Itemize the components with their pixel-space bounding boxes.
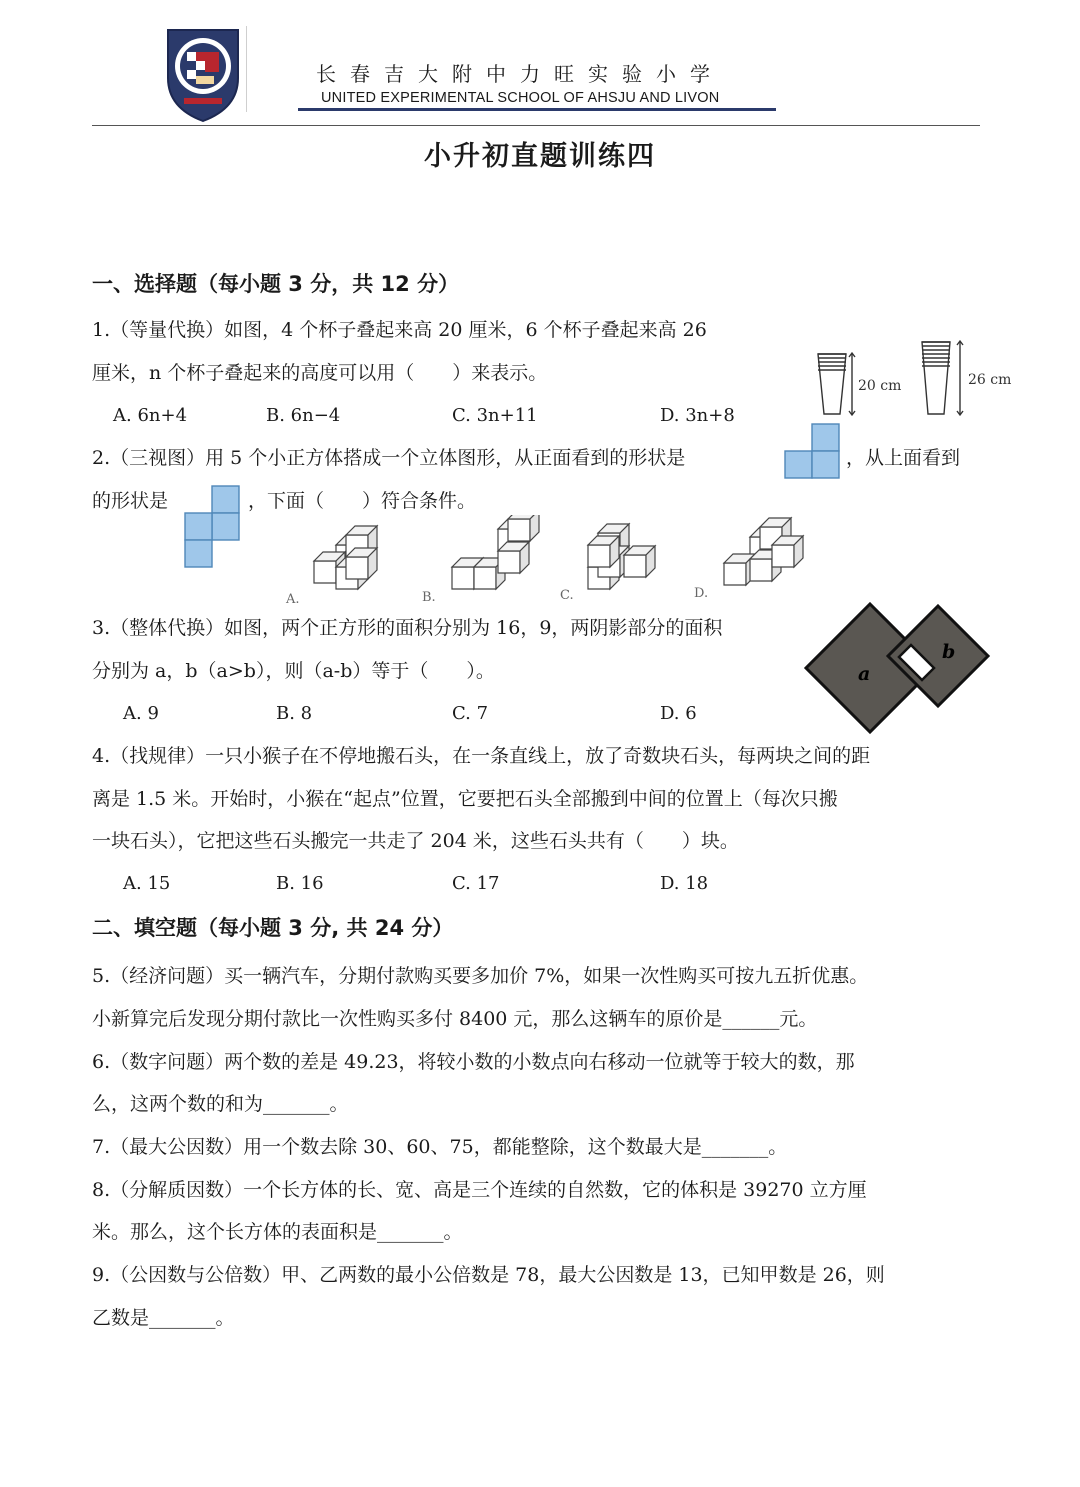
q6-text-line1: 6.（数字问题）两个数的差是 49.23，将较小数的小数点向右移动一位就等于较大的数，那 <box>92 1051 855 1073</box>
school-name-en: UNITED EXPERIMENTAL SCHOOL OF AHSJU AND LIVON <box>321 90 720 106</box>
cup-stack-icon <box>812 338 1024 420</box>
school-name-cn: 长春吉大附中力旺实验小学 <box>316 62 724 86</box>
q1-option-a: A. 6n+4 <box>113 405 188 426</box>
cube-label-c: C. <box>560 588 574 603</box>
section-heading-choice: 一、选择题（每小题 3 分，共 12 分） <box>92 272 460 296</box>
q1-option-c: C. 3n+11 <box>452 405 538 426</box>
q7-text-line1: 7.（最大公因数）用一个数去除 30、60、75，都能整除，这个数最大是_______。 <box>92 1136 788 1158</box>
q3-option-c: C. 7 <box>452 703 489 724</box>
shield-icon <box>162 26 244 124</box>
q1-option-d: D. 3n+8 <box>660 405 735 426</box>
q1-option-b: B. 6n−4 <box>266 405 341 426</box>
q9-text-line2: 乙数是_______。 <box>92 1307 235 1329</box>
q3-option-a: A. 9 <box>123 703 159 724</box>
q4-text-line1: 4.（找规律）一只小猴子在不停地搬石头，在一条直线上，放了奇数块石头，每两块之间的距 <box>92 745 871 767</box>
q3-text-line2: 分别为 a，b（a>b），则（a-b）等于（ ）。 <box>92 660 495 682</box>
q9-text-line1: 9.（公因数与公倍数）甲、乙两数的最小公倍数是 78，最大公因数是 13，已知甲数是 26，则 <box>92 1264 885 1286</box>
cube-label-d: D. <box>694 586 709 601</box>
cube-stack-icon <box>280 515 810 607</box>
front-view-icon <box>783 423 841 479</box>
q4-text-line3: 一块石头），它把这些石头搬完一共走了 204 米，这些石头共有（ ）块。 <box>92 830 739 852</box>
cube-label-b: B. <box>422 590 436 605</box>
q4-option-a: A. 15 <box>123 873 171 894</box>
q2-text-line2b: ，下面（ ）符合条件。 <box>248 490 477 512</box>
q1-text-line2: 厘米，n 个杯子叠起来的高度可以用（ ）来表示。 <box>92 362 548 384</box>
cube-label-a: A. <box>286 592 300 607</box>
cup-stack-figure <box>812 338 1024 420</box>
region-label-b: b <box>942 641 956 663</box>
cube-options-figure <box>280 515 810 607</box>
top-view-icon <box>182 485 242 569</box>
q3-option-b: B. 8 <box>276 703 313 724</box>
page-title: 小升初直题训练四 <box>424 141 656 172</box>
top-view-figure <box>182 485 242 569</box>
section-heading-fill: 二、填空题（每小题 3 分, 共 24 分） <box>92 916 454 940</box>
q1-text-line1: 1.（等量代换）如图，4 个杯子叠起来高 20 厘米，6 个杯子叠起来高 26 <box>92 319 707 341</box>
q8-text-line1: 8.（分解质因数）一个长方体的长、宽、高是三个连续的自然数，它的体积是 39270 立方厘 <box>92 1179 867 1201</box>
cup-label-20cm: 20 cm <box>858 378 902 394</box>
school-logo <box>162 26 244 124</box>
header-rule <box>92 125 980 126</box>
cup-label-26cm: 26 cm <box>968 372 1012 388</box>
squares-figure <box>804 602 994 738</box>
q2-text-line1b: ，从上面看到 <box>846 447 961 469</box>
q3-text-line1: 3.（整体代换）如图，两个正方形的面积分别为 16，9，两阴影部分的面积 <box>92 617 723 639</box>
q8-text-line2: 米。那么，这个长方体的表面积是_______。 <box>92 1221 463 1243</box>
q2-text-line1a: 2.（三视图）用 5 个小正方体搭成一个立体图形，从正面看到的形状是 <box>92 447 686 469</box>
q4-text-line2: 离是 1.5 米。开始时，小猴在“起点”位置，它要把石头全部搬到中间的位置上（每次只搬 <box>92 788 838 810</box>
q3-option-d: D. 6 <box>660 703 697 724</box>
header-underline <box>298 108 776 111</box>
q6-text-line2: 么，这两个数的和为_______。 <box>92 1093 349 1115</box>
overlap-squares-icon <box>804 602 994 738</box>
q5-text-line2: 小新算完后发现分期付款比一次性购买多付 8400 元，那么这辆车的原价是______元。 <box>92 1008 818 1030</box>
region-label-a: a <box>858 663 871 685</box>
front-view-figure <box>783 423 841 479</box>
q4-option-d: D. 18 <box>660 873 709 894</box>
q2-text-line2a: 的形状是 <box>92 490 169 512</box>
q5-text-line1: 5.（经济问题）买一辆汽车，分期付款购买要多加价 7%，如果一次性购买可按九五折优惠。 <box>92 965 869 987</box>
q4-option-b: B. 16 <box>276 873 324 894</box>
q4-option-c: C. 17 <box>452 873 500 894</box>
